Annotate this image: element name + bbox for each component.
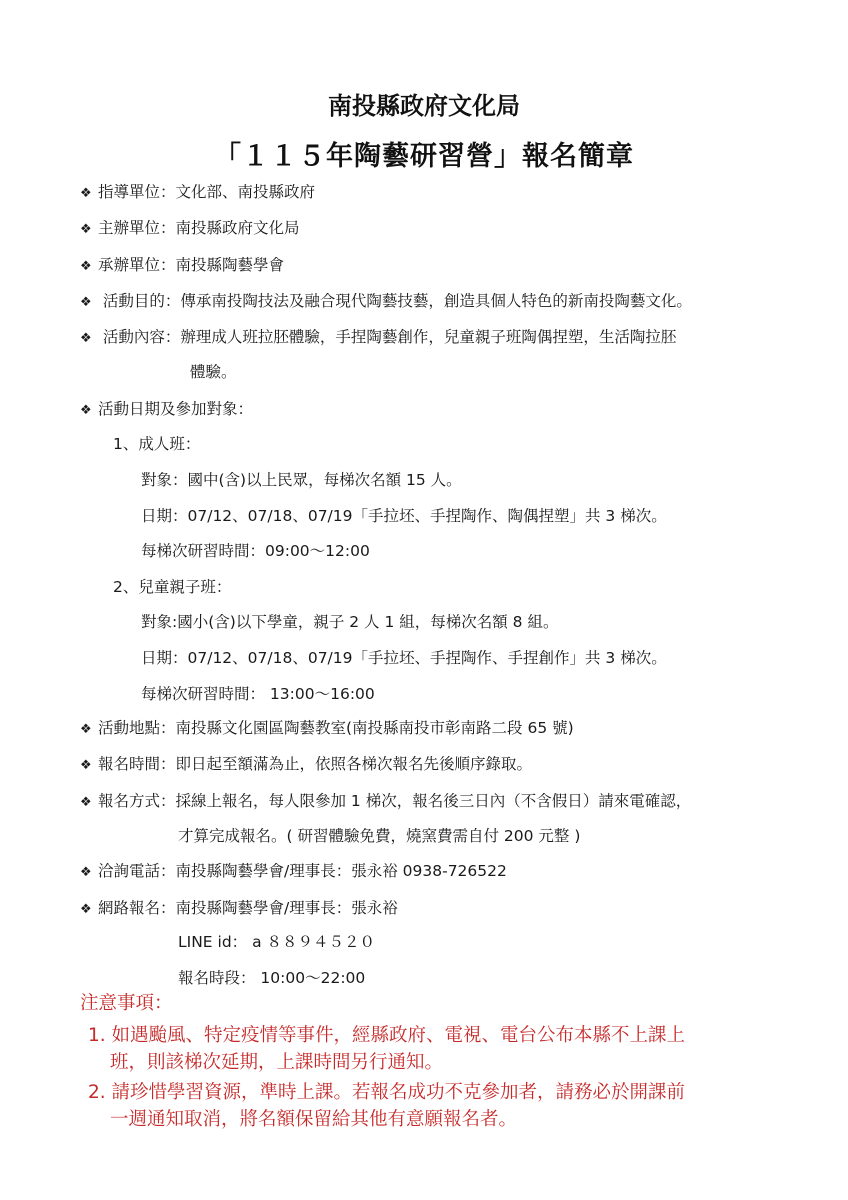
item-registration-method <box>80 791 691 813</box>
item-text: 活動目的：傳承南投陶技法及融合現代陶藝技藝，創造具個人特色的新南投陶藝文化。 <box>98 292 692 310</box>
bullet-icon: ❖ <box>80 865 92 880</box>
item-text: 主辦單位：南投縣政府文化局 <box>98 219 300 237</box>
item-phone <box>80 861 507 883</box>
item-text: 活動內容：辦理成人班拉胚體驗，手捏陶藝創作，兒童親子班陶偶捏塑，生活陶拉胚 <box>98 328 677 346</box>
notice-item-2: 2. 請珍惜學習資源，準時上課。若報名成功不克參加者，請務必於開課前 <box>88 1082 686 1103</box>
item-content-continued: 體驗。 <box>190 363 237 381</box>
item-venue <box>80 718 574 740</box>
item-text: 網路報名：南投縣陶藝學會/理事長：張永裕 <box>98 899 398 917</box>
online-hours: 報名時段： 10:00～22:00 <box>178 969 366 987</box>
notice-item-2-continued: 一週通知取消，將名額保留給其他有意願報名者。 <box>110 1109 518 1130</box>
bullet-icon: ❖ <box>80 403 92 418</box>
item-registration-method-continued: 才算完成報名。( 研習體驗免費，燒窯費需自付 200 元整 ) <box>178 827 581 845</box>
item-organizer-unit <box>80 255 284 277</box>
bullet-icon: ❖ <box>80 295 92 310</box>
adult-class-dates: 日期：07/12、07/18、07/19「手拉坯、手捏陶作、陶偶捏塑」共 3 梯次。 <box>141 507 667 525</box>
bullet-icon: ❖ <box>80 222 92 237</box>
item-purpose <box>80 291 692 313</box>
item-guide-unit <box>80 182 315 204</box>
line-id: LINE id： a ８８９４５２０ <box>178 933 376 951</box>
child-class-time: 每梯次研習時間： 13:00～16:00 <box>141 685 375 703</box>
child-class-dates: 日期：07/12、07/18、07/19「手拉坯、手捏陶作、手捏創作」共 3 梯次。 <box>141 649 667 667</box>
item-registration-period <box>80 754 532 776</box>
bullet-icon: ❖ <box>80 331 92 346</box>
child-class-heading: 2、兒童親子班： <box>113 578 232 596</box>
adult-class-time: 每梯次研習時間：09:00～12:00 <box>141 542 370 560</box>
item-host-unit <box>80 218 300 240</box>
item-text: 指導單位：文化部、南投縣政府 <box>98 183 316 201</box>
item-text: 報名時間：即日起至額滿為止，依照各梯次報名先後順序錄取。 <box>98 755 533 773</box>
adult-class-heading: 1、成人班： <box>113 435 201 453</box>
item-text: 活動地點：南投縣文化園區陶藝教室(南投縣南投市彰南路二段 65 號) <box>98 719 574 737</box>
bullet-icon: ❖ <box>80 795 92 810</box>
bullet-icon: ❖ <box>80 902 92 917</box>
item-text: 承辦單位：南投縣陶藝學會 <box>98 256 285 274</box>
page-title: 「１１５年陶藝研習營」報名簡章 <box>214 141 634 172</box>
notice-item-1-continued: 班，則該梯次延期，上課時間另行通知。 <box>110 1052 444 1073</box>
notice-item-1: 1. 如遇颱風、特定疫情等事件，經縣政府、電視、電台公布本縣不上課上 <box>88 1025 686 1046</box>
item-online-registration <box>80 898 398 920</box>
child-class-target: 對象:國小(含)以下學童，親子 2 人 1 組，每梯次名額 8 組。 <box>141 613 559 631</box>
bullet-icon: ❖ <box>80 722 92 737</box>
adult-class-target: 對象：國中(含)以上民眾，每梯次名額 15 人。 <box>141 471 462 489</box>
org-title: 南投縣政府文化局 <box>328 92 520 120</box>
bullet-icon: ❖ <box>80 758 92 773</box>
item-text: 報名方式：採線上報名，每人限參加 1 梯次，報名後三日內（不含假日）請來電確認， <box>98 792 692 810</box>
item-content <box>80 327 676 349</box>
item-text: 活動日期及參加對象： <box>98 400 254 418</box>
bullet-icon: ❖ <box>80 186 92 201</box>
bullet-icon: ❖ <box>80 259 92 274</box>
notice-heading: 注意事項： <box>80 993 173 1014</box>
item-text: 洽詢電話：南投縣陶藝學會/理事長：張永裕 0938-726522 <box>98 862 507 880</box>
item-schedule-heading <box>80 399 253 421</box>
